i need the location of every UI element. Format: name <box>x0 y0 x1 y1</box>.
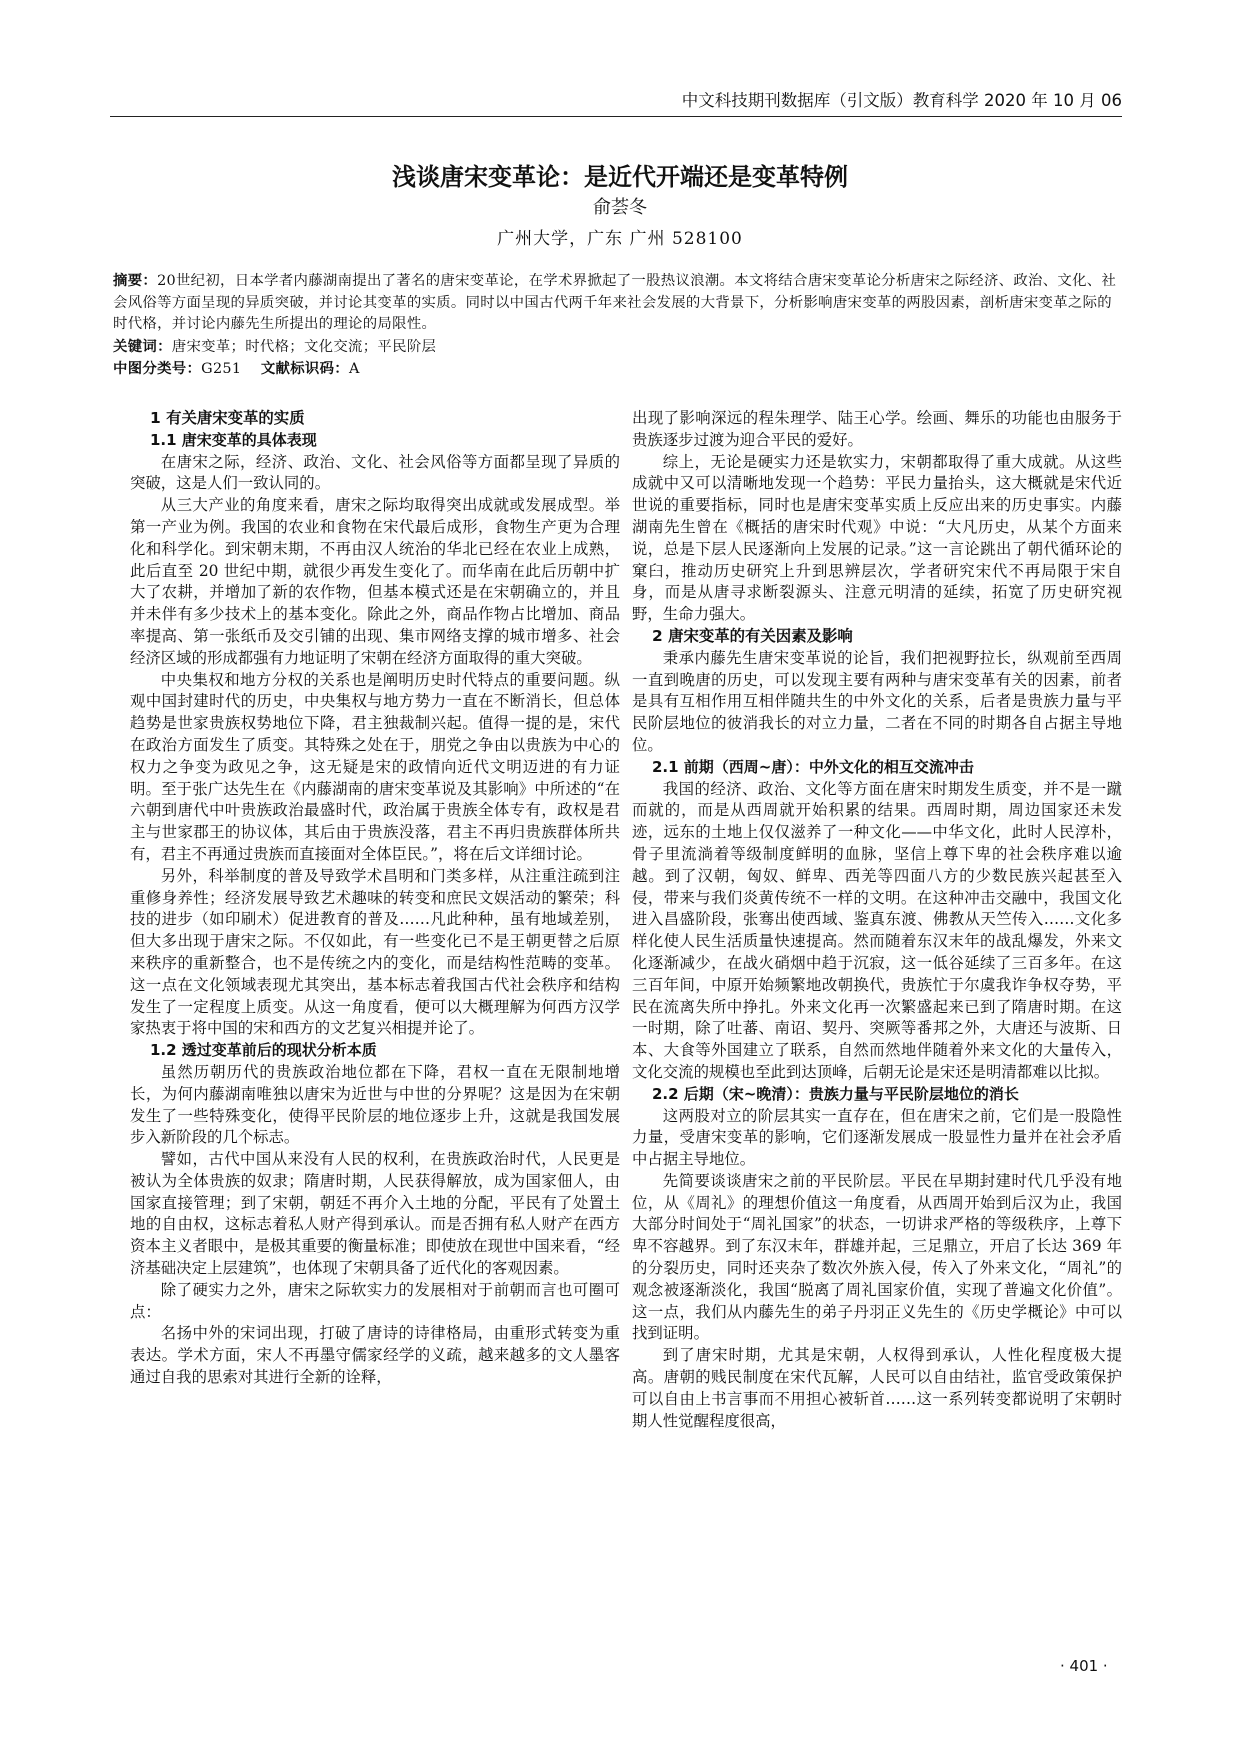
body-paragraph: 譬如，古代中国从来没有人民的权利，在贵族政治时代，人民更是被认为全体贵族的奴隶；隋唐时期，人民获得解放，成为国家佃人，由国家直接管理；到了宋朝，朝廷不再介入土地的分配，平民有了处置土地的自由权，这标志着私人财产得到承认。而是否拥有私人财产在西方资本主义者眼中，是极其重要的衡量标准；即使放在现世中国来看，“经济基础决定上层建筑”，也体现了宋朝具备了近代化的客观因素。 <box>130 1150 620 1278</box>
body-paragraph: 秉承内藤先生唐宋变革说的论旨，我们把视野拉长，纵观前至西周一直到晚唐的历史，可以发现主要有两种与唐宋变革有关的因素，前者是具有互相作用互相伴随共生的中外文化的关系，后者是贵族力量与平民阶层地位的彼消我长的对立力量，二者在不同的时期各自占据主导地位。 <box>632 648 1122 754</box>
classification-line <box>113 358 1118 381</box>
subsection-heading-1-2: 1.2 透过变革前后的现状分析本质 <box>150 1041 377 1060</box>
subsection-heading-2-1: 2.1 前期（西周~唐）：中外文化的相互交流冲击 <box>652 757 974 776</box>
body-paragraph: 中央集权和地方分权的关系也是阐明历史时代特点的重要问题。纵观中国封建时代的历史，中央集权与地方势力一直在不断消长，但总体趋势是世家贵族权势地位下降，君主独裁制兴起。值得一提的是，宋代在政治方面发生了质变。其特殊之处在于，朋党之争由以贵族为中心的权力之争变为政见之争，这无疑是宋的政情向近代文明迈进的有力证明。至于张广达先生在《内藤湖南的唐宋变革说及其影响》中所述的“在六朝到唐代中叶贵族政治最盛时代，政治属于贵族全体专有，政权是君主与世家郡王的协议体，其后由于贵族没落，君主不再归贵族群体所共有，君主不再通过贵族而直接面对全体臣民。”，将在后文详细讨论。 <box>130 670 620 863</box>
keywords-text: 唐宋变革；时代格；文化交流；平民阶层 <box>171 338 437 355</box>
subsection-heading-2-2: 2.2 后期（宋~晚清）：贵族力量与平民阶层地位的消长 <box>652 1084 1019 1103</box>
body-paragraph-continued: 出现了影响深远的程朱理学、陆王心学。绘画、舞乐的功能也由服务于贵族逐步过渡为迎合平民的爱好。 <box>632 409 1122 449</box>
abstract-paragraph <box>113 270 1118 336</box>
author-affiliation: 广州大学，广东 广州 528100 <box>497 229 743 249</box>
abstract-block <box>113 270 1118 381</box>
body-paragraph: 从三大产业的角度来看，唐宋之际均取得突出成就或发展成型。举第一产业为例。我国的农业和食物在宋代最后成形，食物生产更为合理化和科学化。到宋朝末期，不再由汉人统治的华北已经在农业上成熟，此后直至 20 世纪中期，就很少再发生变化了。而华南在此后历朝中扩大了农耕，并增加了新的农作物，但基本模式还是在宋朝确立的，并且并未伴有多少技术上的基本变化。除此之外，商品作物占比增加、商品率提高、第一张纸币及交引铺的出现、集市网络支撑的城市增多、社会经济区域的形成都强有力地证明了宋朝在经济方面取得的重大突破。 <box>130 496 620 667</box>
doc-code-label: 文献标识码： <box>260 360 349 377</box>
body-paragraph: 另外，科举制度的普及导致学术昌明和门类多样，从注重注疏到注重修身养性；经济发展导致艺术趣味的转变和庶民文娱活动的繁荣；科技的进步（如印刷术）促进教育的普及……凡此种种，虽有地域差别，但大多出现于唐宋之际。不仅如此，有一些变化已不是王朝更替之后原来秩序的重新整合，也不是传统之内的变化，而是结构性范畴的变革。这一点在文化领域表现尤其突出，基本标志着我国古代社会秩序和结构发生了一定程度上质变。从这一角度看，便可以大概理解为何西方汉学家热衷于将中国的宋和西方的文艺复兴相提并论了。 <box>130 866 620 1038</box>
page-number: · 401 · <box>1060 1657 1108 1675</box>
body-paragraph: 这两股对立的阶层其实一直存在，但在唐宋之前，它们是一股隐性力量，受唐宋变革的影响，它们逐渐发展成一股显性力量并在社会矛盾中占据主导地位。 <box>632 1106 1122 1169</box>
body-paragraph: 名扬中外的宋词出现，打破了唐诗的诗律格局，由重形式转变为重表达。学术方面，宋人不再墨守儒家经学的义疏，越来越多的文人墨客通过自我的思索对其进行全新的诠释， <box>130 1324 620 1387</box>
clc-label: 中图分类号： <box>113 360 202 377</box>
body-paragraph: 虽然历朝历代的贵族政治地位都在下降，君权一直在无限制地增长，为何内藤湖南唯独以唐宋为近世与中世的分界呢？这是因为在宋朝发生了一些特殊变化，使得平民阶层的地位逐步上升，这就是我国发展步入新阶段的几个标志。 <box>130 1062 620 1147</box>
abstract-text: 20世纪初，日本学者内藤湖南提出了著名的唐宋变革论，在学术界掀起了一股热议浪潮。本文将结合唐宋变革论分析唐宋之际经济、政治、文化、社会风俗等方面呈现的异质突破，并讨论其变革的实质。同时以中国古代两千年来社会发展的大背景下，分析影响唐宋变革的两股因素，剖析唐宋变革之际的时代格，并讨论内藤先生所提出的理论的局限性。 <box>113 273 1117 332</box>
body-paragraph: 先简要谈谈唐宋之前的平民阶层。平民在早期封建时代几乎没有地位，从《周礼》的理想价值这一角度看，从西周开始到后汉为止，我国大部分时间处于“周礼国家”的状态，一切讲求严格的等级秩序，上尊下卑不容越界。到了东汉末年，群雄并起，三足鼎立，开启了长达 369 年的分裂历史，同时还夹杂了数次外族入侵，传入了外来文化，“周礼”的观念被逐渐淡化，我国“脱离了周礼国家价值，实现了普遍文化价值”。这一点，我们从内藤先生的弟子丹羽正义先生的《历史学概论》中可以找到证明。 <box>632 1171 1122 1343</box>
body-paragraph: 我国的经济、政治、文化等方面在唐宋时期发生质变，并不是一蹴而就的，而是从西周就开始积累的结果。西周时期，周边国家还未发迹，远东的土地上仅仅滋养了一种文化——中华文化，此时人民淳朴，骨子里流淌着等级制度鲜明的血脉，坚信上尊下卑的社会秩序难以逾越。到了汉朝，匈奴、鲜卑、西羌等四面八方的少数民族兴起甚至入侵，带来与我们炎黄传统不一样的文明。在这种冲击交融中，我国文化进入昌盛阶段，张骞出使西域、鉴真东渡、佛教从天竺传入……文化多样化使人民生活质量快速提高。然而随着东汉末年的战乱爆发，外来文化逐渐减少，在战火硝烟中趋于沉寂，这一低谷延续了三百多年。在这三百年间，中原开始频繁地改朝换代，贵族忙于尔虞我诈争权夺势，平民在流离失所中挣扎。外来文化再一次繁盛起来已到了隋唐时期。在这一时期，除了吐蕃、南诏、契丹、突厥等番邦之外，大唐还与波斯、日本、大食等外国建立了联系，自然而然地伴随着外来文化的大量传入，文化交流的规模也至此到达顶峰，后朝无论是宋还是明清都难以比拟。 <box>632 779 1122 1081</box>
body-paragraph: 在唐宋之际，经济、政治、文化、社会风俗等方面都呈现了异质的突破，这是人们一致认同的。 <box>130 452 620 493</box>
journal-header: 中文科技期刊数据库（引文版）教育科学 2020 年 10 月 06 <box>110 88 1122 117</box>
body-paragraph: 综上，无论是硬实力还是软实力，宋朝都取得了重大成就。从这些成就中又可以清晰地发现一个趋势：平民力量抬头，这大概就是宋代近世说的重要指标，同时也是唐宋变革实质上反应出来的历史事实。内藤湖南先生曾在《概括的唐宋时代观》中说：“大凡历史，从某个方面来说，总是下层人民逐渐向上发展的记录。”这一言论跳出了朝代循环论的窠臼，推动历史研究上升到思辨层次，学者研究宋代不再局限于宋自身，而是从唐寻求断裂源头、注意元明清的延续，拓宽了历史研究视野，生命力强大。 <box>632 452 1122 624</box>
section-heading-1: 1 有关唐宋变革的实质 <box>150 409 305 427</box>
section-heading-2: 2 唐宋变革的有关因素及影响 <box>652 626 853 645</box>
left-column <box>130 408 620 1389</box>
body-paragraph: 到了唐宋时期，尤其是宋朝，人权得到承认，人性化程度极大提高。唐朝的贱民制度在宋代瓦解，人民可以自由结社，监官受政策保护可以自由上书言事而不用担心被斩首……这一系列转变都说明了宋朝时期人性觉醒程度很高， <box>632 1346 1122 1430</box>
doc-code-value: A <box>348 361 360 377</box>
author-name: 俞荟冬 <box>593 197 647 218</box>
clc-value: G251 <box>201 361 242 377</box>
keywords-label: 关键词： <box>113 337 172 355</box>
abstract-label: 摘要： <box>113 272 158 289</box>
keywords-line <box>113 336 1118 359</box>
paper-title: 浅谈唐宋变革论：是近代开端还是变革特例 <box>392 163 848 191</box>
right-column <box>632 408 1122 1432</box>
body-paragraph: 除了硬实力之外，唐宋之际软实力的发展相对于前朝而言也可圈可点： <box>130 1280 620 1321</box>
subsection-heading-1-1: 1.1 唐宋变革的具体表现 <box>150 430 317 449</box>
